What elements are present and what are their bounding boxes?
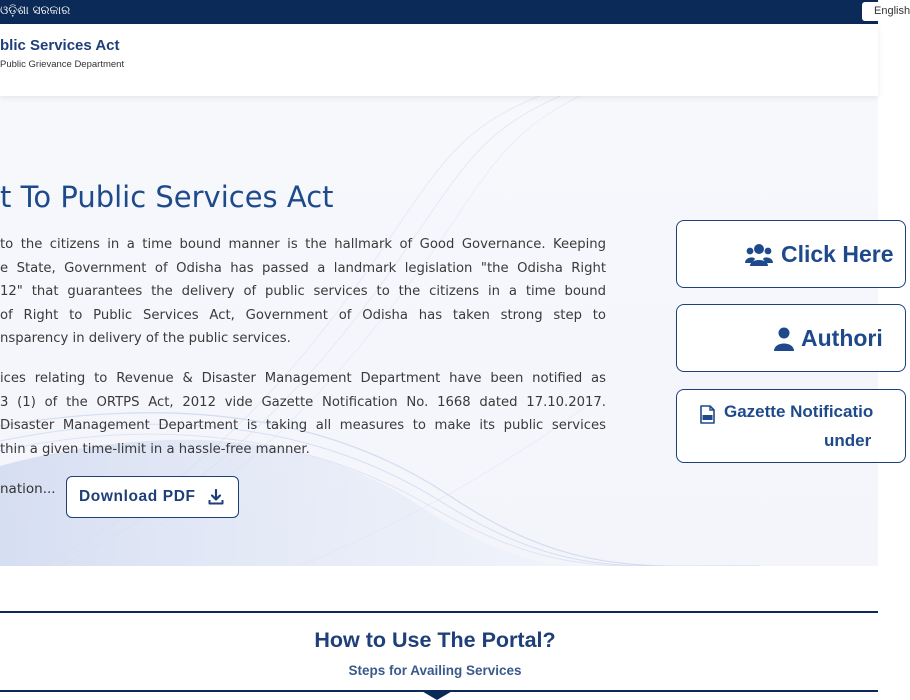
top-bar <box>0 0 910 24</box>
click-here-label: Click Here <box>781 241 894 267</box>
paragraph-line: of Right to Public Services Act, Government of Odisha has taken strong step to <box>0 307 606 323</box>
how-to-subtitle: Steps for Availing Services <box>348 663 522 678</box>
paragraph-line: e State, Government of Odisha has passed a landmark legislation "the Odisha Right <box>0 260 606 276</box>
download-icon <box>208 489 224 505</box>
pdf-file-icon <box>700 405 715 424</box>
hero-title: t To Public Services Act <box>0 180 334 214</box>
site-subtitle: Public Grievance Department <box>0 59 125 70</box>
intro-paragraph <box>0 233 606 351</box>
download-pdf-label: Download PDF <box>79 488 196 505</box>
government-label: ଓଡ଼ିଶା ସରକାର <box>0 3 71 17</box>
download-pdf-button[interactable] <box>66 476 239 518</box>
down-arrow-icon <box>420 690 454 700</box>
paragraph-line: Disaster Management Department is taking all measures to make its public services <box>0 418 606 433</box>
gazette-label-line1: Gazette Notificatio <box>724 402 874 421</box>
hero-section <box>0 96 894 566</box>
how-to-section <box>0 566 878 700</box>
site-title[interactable]: blic Services Act <box>0 37 120 54</box>
paragraph-line: to the citizens in a time bound manner is the hallmark of Good Governance. Keeping <box>0 237 606 252</box>
paragraph-line: ices relating to Revenue & Disaster Management Department have been notified as <box>0 371 606 386</box>
users-icon <box>745 243 773 267</box>
how-to-title: How to Use The Portal? <box>314 628 556 652</box>
gazette-notification-card[interactable] <box>676 389 906 463</box>
paragraph-line: 3 (1) of the ORTPS Act, 2012 vide Gazette Notification No. 1668 dated 17.10.2017. <box>0 394 606 410</box>
paragraph-line: 12" that guarantees the delivery of public services to the citizens in a time bound <box>0 284 606 299</box>
gazette-label-line2: under <box>824 431 872 450</box>
click-here-card[interactable] <box>676 220 906 288</box>
authority-label: Authori <box>801 325 883 351</box>
section-divider-top <box>0 611 878 613</box>
user-icon <box>774 327 794 351</box>
notification-paragraph <box>0 367 606 461</box>
authority-card[interactable] <box>676 304 906 372</box>
paragraph-line: nsparency in delivery of the public services. <box>0 331 291 346</box>
site-header <box>0 24 878 96</box>
language-button[interactable]: English <box>862 2 886 21</box>
more-info-text: nation... <box>0 481 56 497</box>
paragraph-line: thin a given time-limit in a hassle-free manner. <box>0 441 310 457</box>
